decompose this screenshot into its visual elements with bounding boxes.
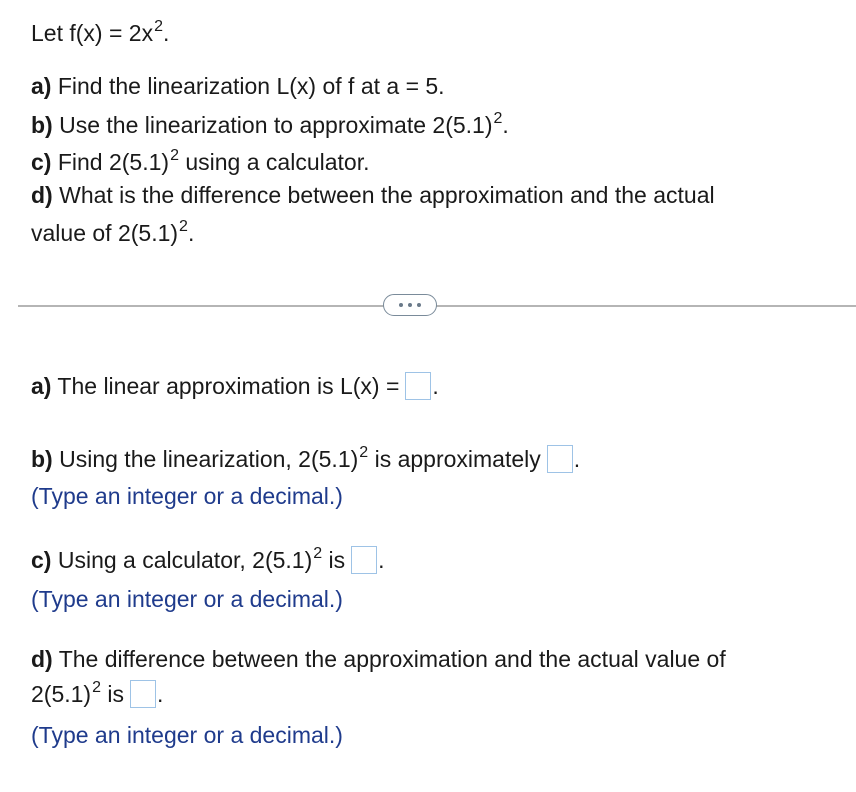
answer-d-input[interactable]: [130, 680, 156, 708]
answer-a-label: a): [31, 373, 52, 399]
intro-text: Let f(x) = 2x: [31, 20, 154, 46]
answer-part-d: d) The difference between the approximation and the actual value of: [31, 646, 726, 672]
answer-part-d-continued: $2(5.1)^2$ is .: [31, 679, 164, 707]
part-c-label: c): [31, 149, 52, 175]
answer-part-c: c) Using a calculator, $2(5.1)^2$ is .: [31, 545, 385, 573]
ellipsis-icon: [408, 303, 412, 307]
answer-d-hint: (Type an integer or a decimal.): [31, 722, 343, 748]
answer-a-input[interactable]: [405, 372, 431, 400]
answer-b-hint: (Type an integer or a decimal.): [31, 483, 343, 509]
answer-part-a: a) The linear approximation is L(x) = .: [31, 373, 439, 399]
part-a-label: a): [31, 73, 52, 99]
intro-exponent: 2: [154, 18, 163, 35]
ellipsis-icon: [399, 303, 403, 307]
answer-c-hint: (Type an integer or a decimal.): [31, 586, 343, 612]
part-d-label: d): [31, 182, 53, 208]
question-part-c: c) Find $2(5.1)^2$ using a calculator.: [31, 147, 370, 175]
answer-part-b: b) Using the linearization, $2(5.1)^2$ is approximately .: [31, 444, 581, 472]
answer-b-label: b): [31, 446, 53, 472]
part-b-label: b): [31, 112, 53, 138]
ellipsis-icon: [417, 303, 421, 307]
question-part-d-continued: value of $2(5.1)^2$.: [31, 218, 195, 246]
answer-d-label: d): [31, 646, 53, 672]
question-part-b: b) Use the linearization to approximate $2(5.1)^2$.: [31, 110, 509, 138]
show-more-button[interactable]: [383, 294, 437, 316]
answer-c-input[interactable]: [351, 546, 377, 574]
answer-b-input[interactable]: [547, 445, 573, 473]
question-intro: Let $f(x) = 2x^2$.: [31, 18, 170, 46]
section-divider: [18, 305, 856, 307]
question-part-d: d) What is the difference between the approximation and the actual: [31, 182, 715, 208]
answer-c-label: c): [31, 547, 52, 573]
question-part-a: a) Find the linearization L(x) of f at a = 5.: [31, 73, 445, 99]
